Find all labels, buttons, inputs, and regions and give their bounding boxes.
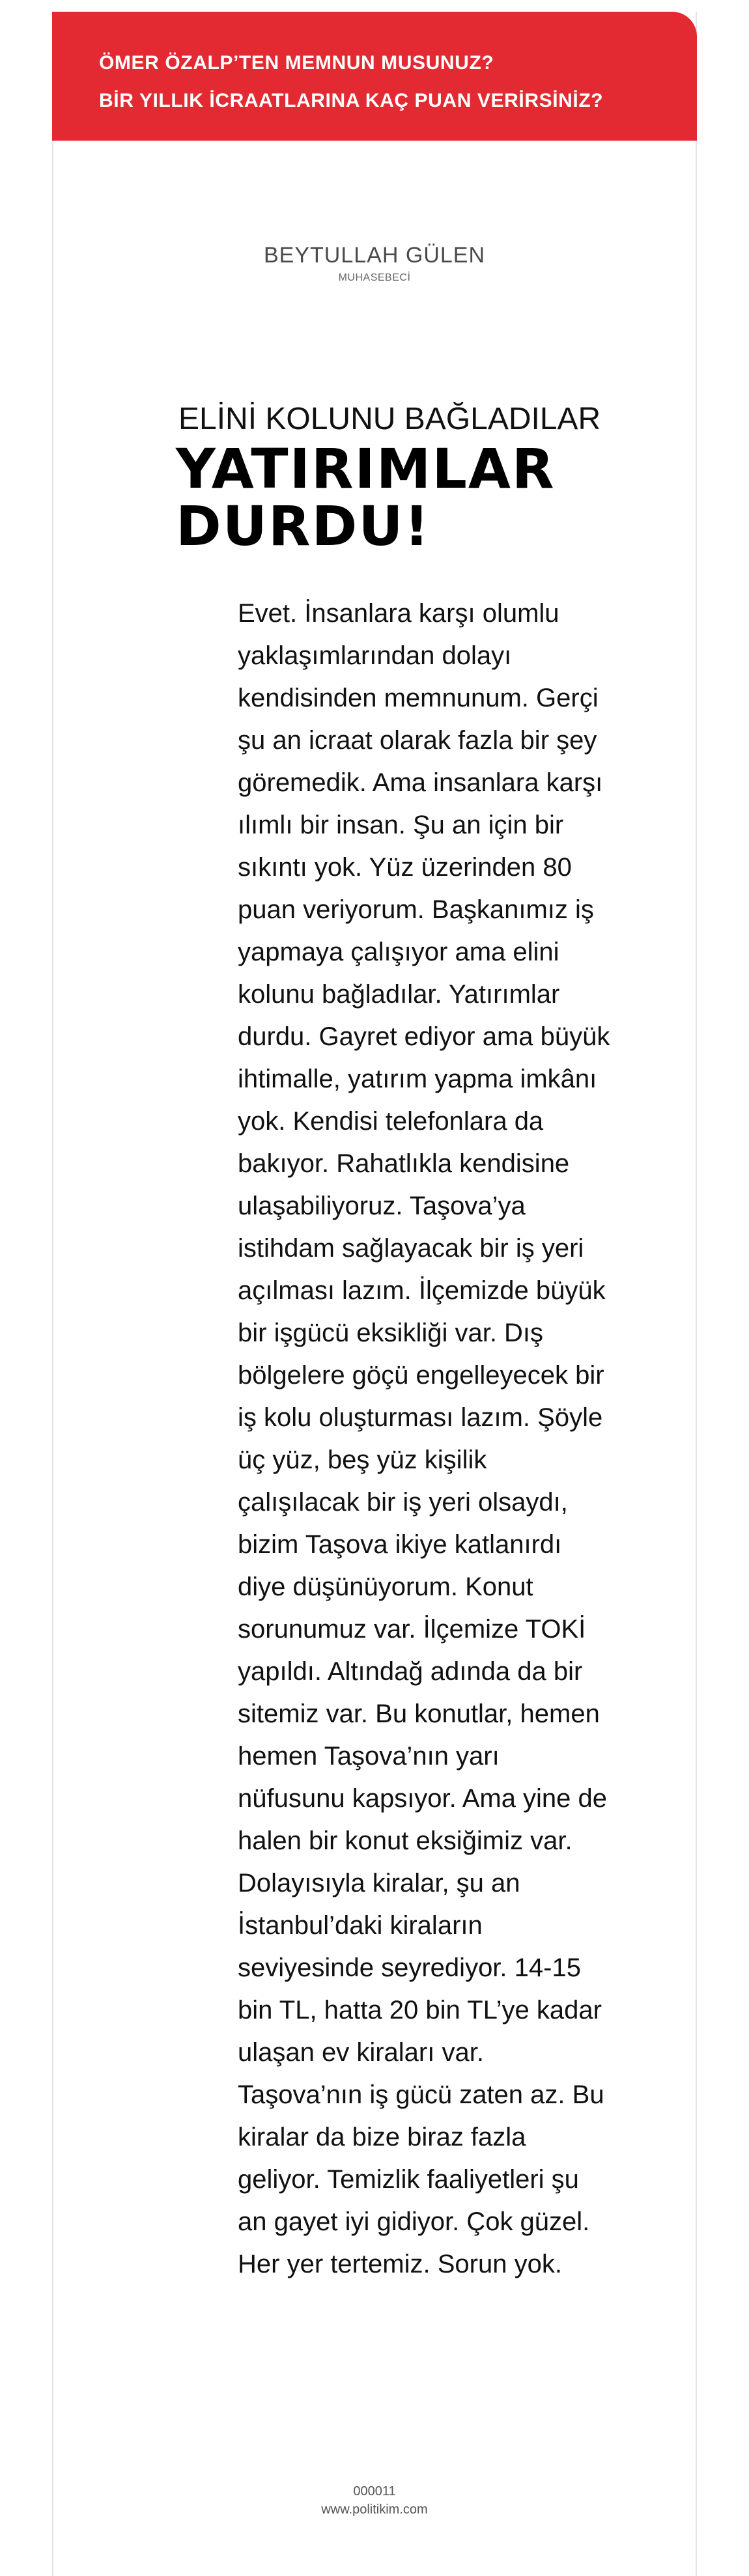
headline-line-1: YATIRIMLAR — [176, 437, 556, 501]
banner-question-line-2: BİR YILLIK İCRAATLARINA KAÇ PUAN VERİRSİNİZ? — [99, 90, 604, 111]
body-line: ılımlı bir insan. Şu an için bir — [238, 811, 564, 839]
body-line: açılması lazım. İlçemizde büyük — [238, 1276, 606, 1305]
body-line: ihtimalle, yatırım yapma imkânı — [238, 1065, 597, 1093]
body-line: iş kolu oluşturması lazım. Şöyle — [238, 1403, 603, 1432]
body-line: bölgelere göçü engelleyecek bir — [238, 1361, 604, 1390]
body-line: diye düşünüyorum. Konut — [238, 1573, 533, 1601]
body-line: an gayet iyi gidiyor. Çok güzel. — [238, 2207, 590, 2236]
body-line: İstanbul’daki kiraların — [238, 1911, 483, 1940]
body-line: halen bir konut eksiğimiz var. — [238, 1827, 572, 1855]
body-line: bizim Taşova ikiye katlanırdı — [238, 1530, 562, 1559]
body-line: puan veriyorum. Başkanımız iş — [238, 895, 594, 924]
body-line: nüfusunu kapsıyor. Ama yine de — [238, 1784, 608, 1813]
author-name: BEYTULLAH GÜLEN — [264, 243, 485, 268]
question-banner — [52, 12, 697, 141]
body-line: bir işgücü eksikliği var. Dış — [238, 1319, 544, 1347]
body-line: istihdam sağlayacak bir iş yeri — [238, 1234, 584, 1263]
author-role: MUHASEBECİ — [338, 272, 411, 283]
site-url: www.politikim.com — [321, 2502, 428, 2517]
body-line: geliyor. Temizlik faaliyetleri şu — [238, 2165, 579, 2194]
article-kicker: ELİNİ KOLUNU BAĞLADILAR — [178, 402, 601, 436]
banner-question-line-1: ÖMER ÖZALP’TEN MEMNUN MUSUNUZ? — [99, 52, 494, 74]
body-line: kiralar da bize biraz fazla — [238, 2123, 526, 2151]
body-line: yok. Kendisi telefonlara da — [238, 1107, 544, 1136]
body-line: çalışılacak bir iş yeri olsaydı, — [238, 1488, 568, 1517]
page-footer — [0, 2482, 749, 2519]
body-line: hemen Taşova’nın yarı — [238, 1742, 500, 1771]
headline-line-2: DURDU! — [176, 494, 431, 558]
body-line: Dolayısıyla kiralar, şu an — [238, 1869, 520, 1897]
author-block — [0, 242, 749, 284]
body-line: yapıldı. Altındağ adında da bir — [238, 1657, 583, 1686]
body-line: sıkıntı yok. Yüz üzerinden 80 — [238, 853, 572, 882]
body-line: Taşova’nın iş gücü zaten az. Bu — [238, 2080, 604, 2109]
article-body — [238, 593, 615, 2286]
body-line: yapmaya çalışıyor ama elini — [238, 938, 559, 966]
body-line: Her yer tertemiz. Sorun yok. — [238, 2250, 562, 2278]
body-line: seviyesinde seyrediyor. 14-15 — [238, 1953, 581, 1982]
body-line: sitemiz var. Bu konutlar, hemen — [238, 1700, 600, 1728]
article-headline — [176, 437, 556, 558]
body-line: kendisinden memnunum. Gerçi — [238, 684, 599, 712]
body-line: bin TL, hatta 20 bin TL’ye kadar — [238, 1996, 602, 2024]
body-line: göremedik. Ama insanlara karşı — [238, 768, 603, 797]
body-line: şu an icraat olarak fazla bir şey — [238, 726, 597, 755]
body-line: yaklaşımlarından dolayı — [238, 641, 512, 670]
body-line: kolunu bağladılar. Yatırımlar — [238, 980, 560, 1009]
body-line: üç yüz, beş yüz kişilik — [238, 1446, 487, 1474]
body-line: sorunumuz var. İlçemize TOKİ — [238, 1615, 586, 1644]
body-line: ulaşan ev kiraları var. — [238, 2038, 484, 2067]
body-line: durdu. Gayret ediyor ama büyük — [238, 1022, 610, 1051]
body-line: bakıyor. Rahatlıkla kendisine — [238, 1149, 570, 1178]
page-code: 000011 — [353, 2484, 396, 2499]
body-line: Evet. İnsanlara karşı olumlu — [238, 599, 559, 628]
body-line: ulaşabiliyoruz. Taşova’ya — [238, 1192, 526, 1220]
